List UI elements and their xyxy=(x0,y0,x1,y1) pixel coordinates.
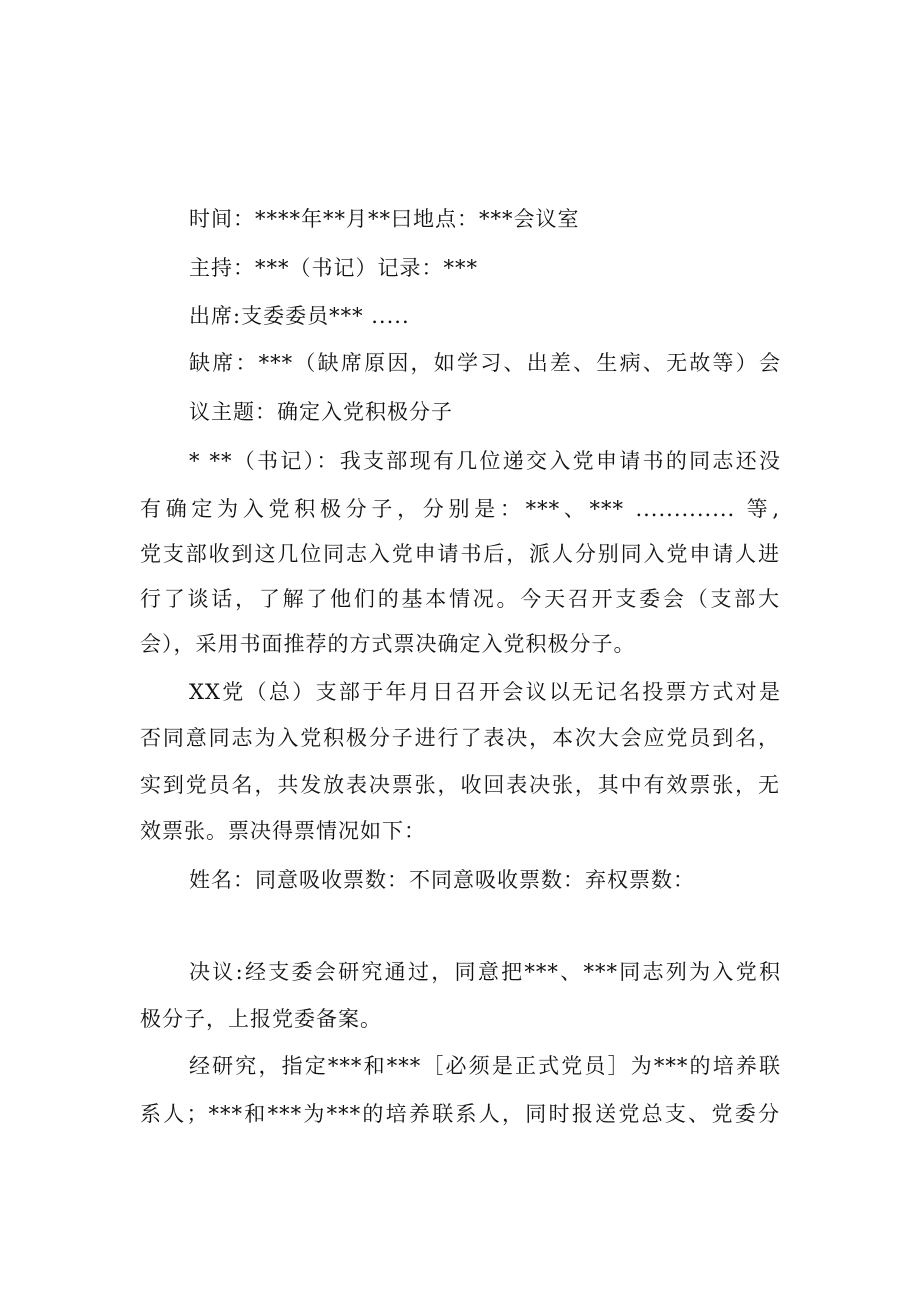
secretary-speech-line-3: 党支部收到这几位同志入党申请书后，派人分别同入党申请人进 xyxy=(140,542,780,566)
meeting-attendees-line: 出席:支委委员*** ..... xyxy=(189,304,410,328)
secretary-speech-line-5: 会），采用书面推荐的方式票决确定入党积极分子。 xyxy=(140,632,636,656)
vote-result-header-line: 姓名：同意吸收票数：不同意吸收票数：弃权票数： xyxy=(189,868,695,892)
resolution-line-2: 极分子，上报党委备案。 xyxy=(140,1007,382,1031)
meeting-host-recorder-line: 主持：***（书记）记录：*** xyxy=(189,256,478,280)
secretary-speech-line-2: 有确定为入党积极分子，分别是：***、*** ............. 等, xyxy=(140,497,780,521)
vote-paragraph-line-4: 效票张。票决得票情况如下： xyxy=(140,819,426,843)
contact-assignment-line-2: 系人；***和***为***的培养联系人，同时报送党总支、党委分 xyxy=(140,1102,780,1126)
vote-paragraph-line-1: XX党（总）支部于年月日召开会议以无记名投票方式对是 xyxy=(189,680,781,704)
vote-paragraph-line-3: 实到党员名，共发放表决票张，收回表决张，其中有效票张，无 xyxy=(140,773,780,797)
meeting-absentees-line: 缺席：***（缺席原因，如学习、出差、生病、无故等）会 xyxy=(189,351,781,375)
meeting-time-place-line: 时间：****年**月**曰地点：***会议室 xyxy=(189,207,580,231)
resolution-line-1: 决议:经支委会研究通过，同意把***、***同志列为入党积 xyxy=(189,960,781,984)
secretary-speech-line-4: 行了谈话，了解了他们的基本情况。今天召开支委会（支部大 xyxy=(140,587,780,611)
contact-assignment-line-1: 经研究，指定***和***［必须是正式党员］为***的培养联 xyxy=(189,1054,781,1078)
meeting-topic-line: 议主题：确定入党积极分子 xyxy=(189,400,453,424)
secretary-speech-line-1: * **（书记）：我支部现有几位递交入党申请书的同志还没 xyxy=(189,449,781,473)
vote-paragraph-line-2: 否同意同志为入党积极分子进行了表决，本次大会应党员到名， xyxy=(140,726,780,750)
